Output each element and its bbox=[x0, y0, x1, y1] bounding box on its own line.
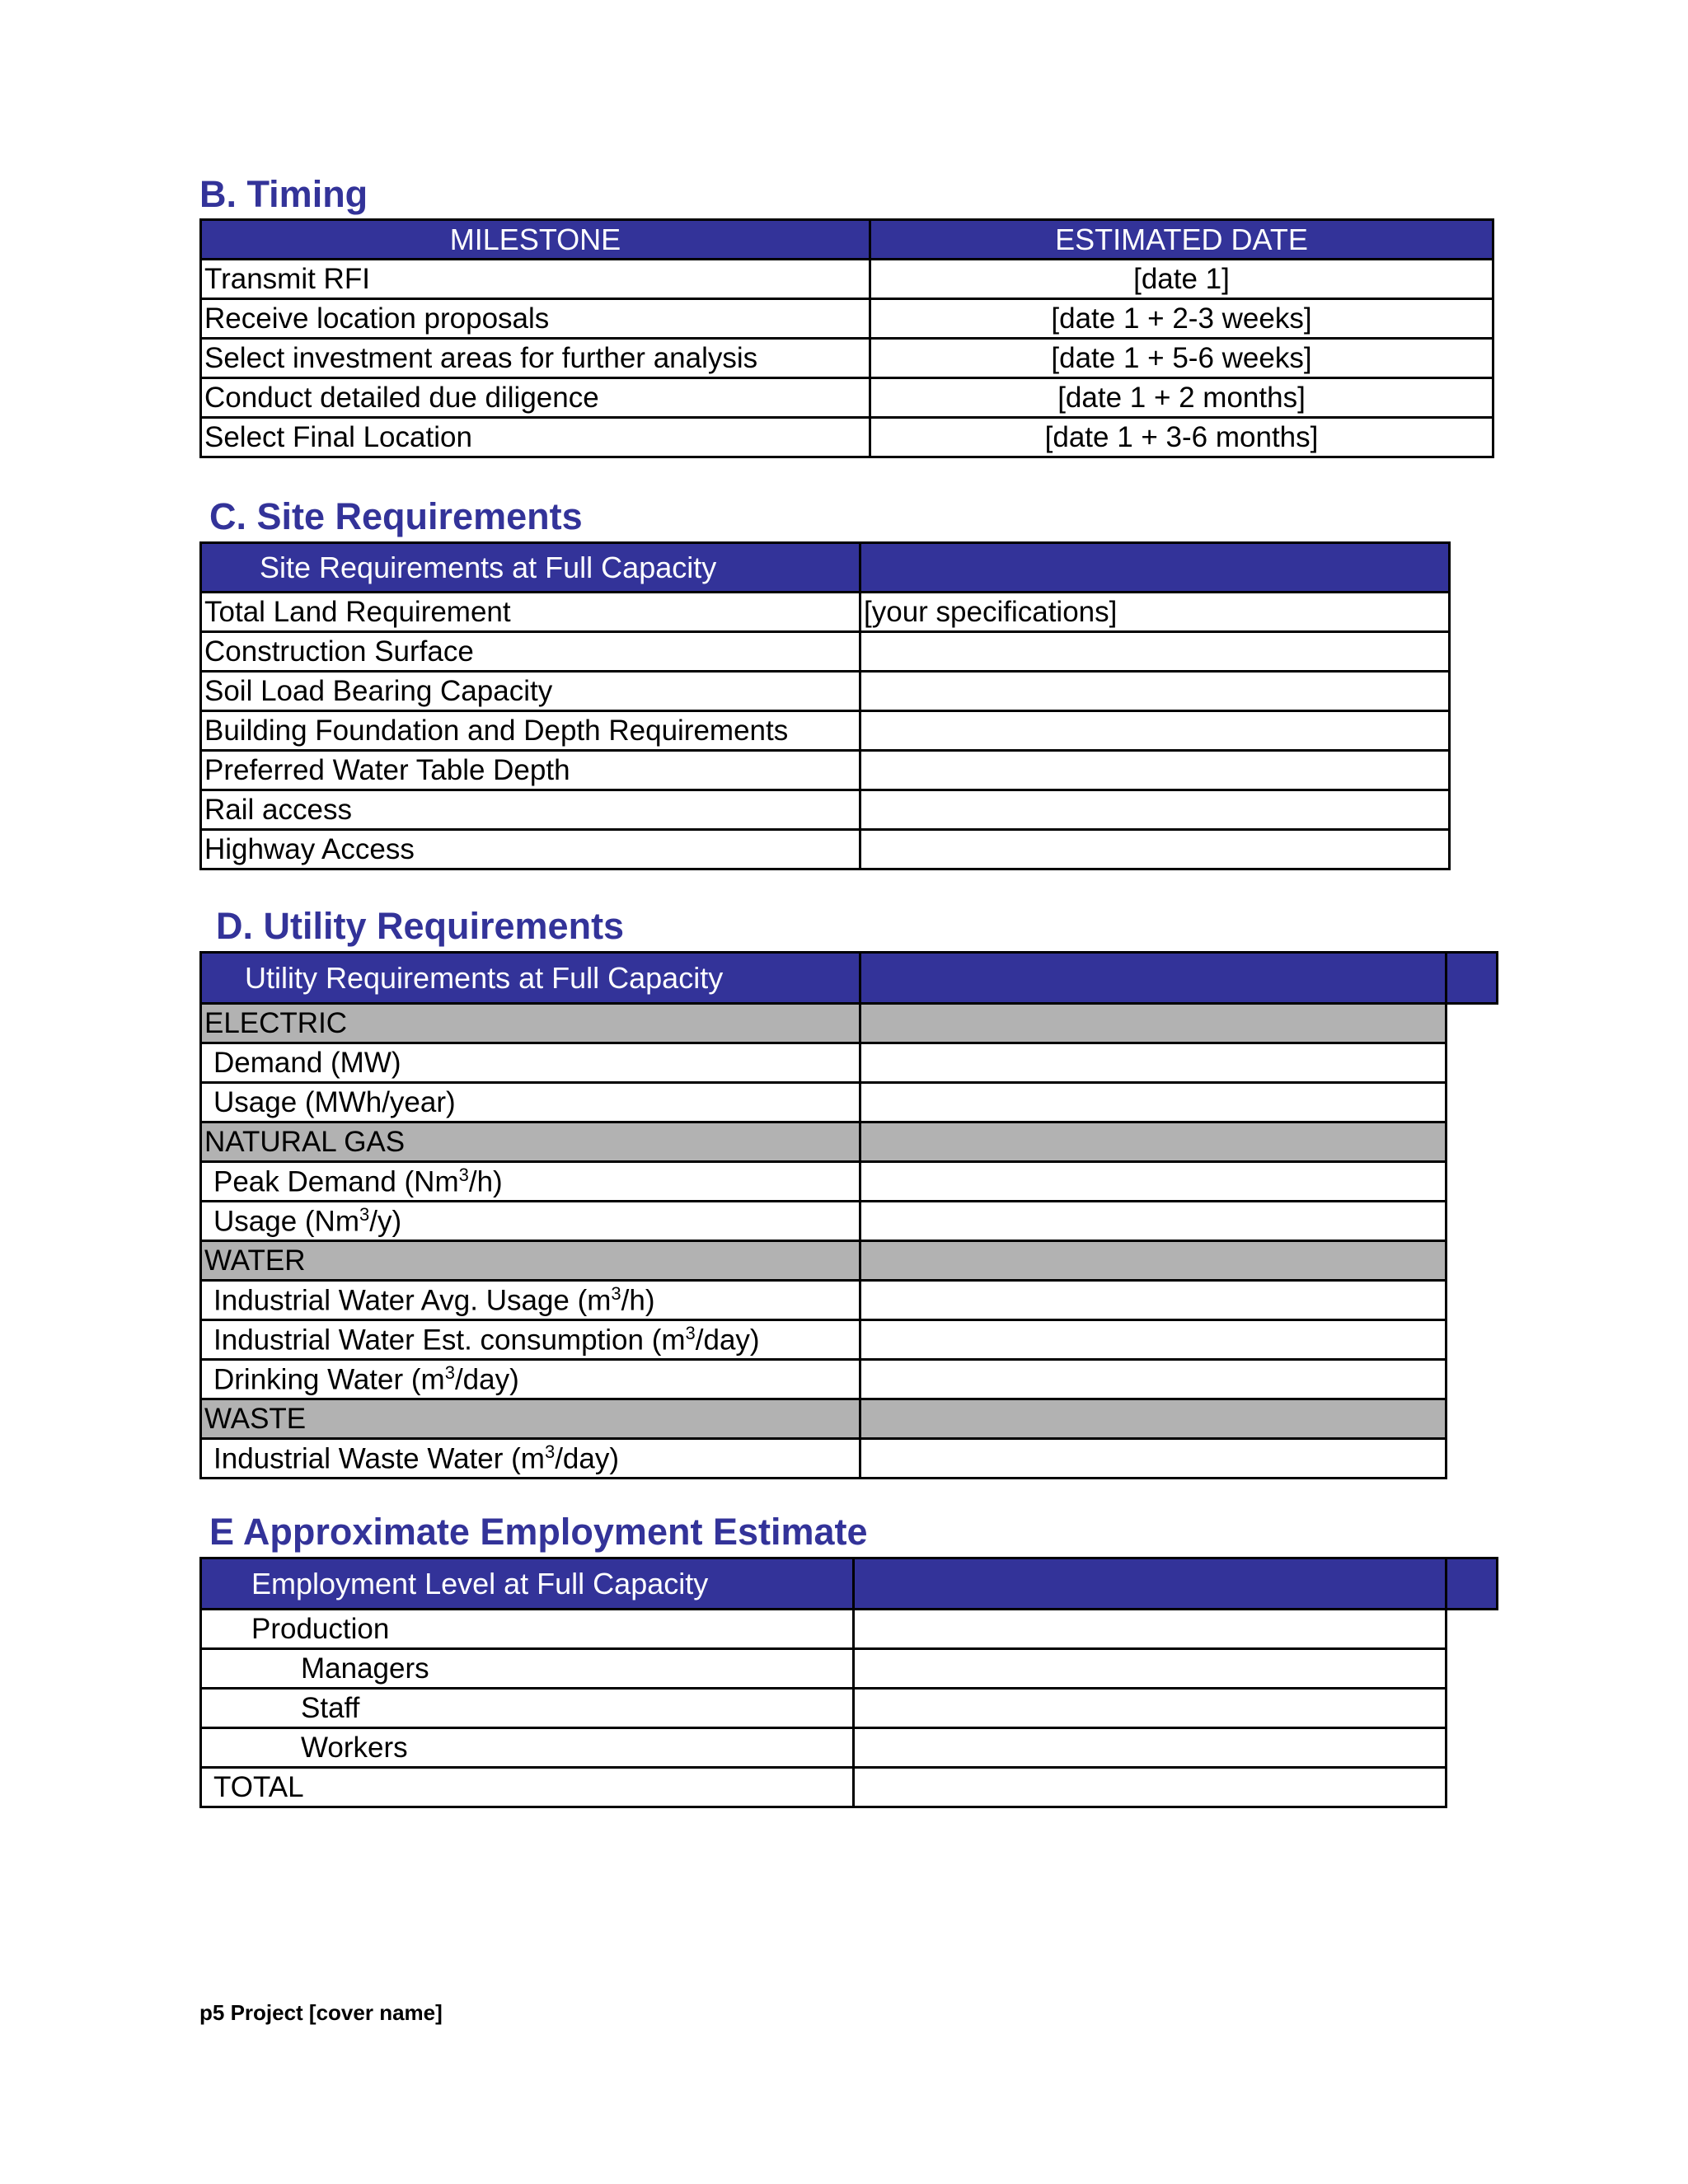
utility-label: Industrial Water Avg. Usage $(m^3/h)$ bbox=[201, 1281, 860, 1320]
date-cell: [date 1 + 2 months] bbox=[870, 378, 1493, 418]
category-value bbox=[860, 1241, 1447, 1281]
utility-label: Drinking Water $(m^3/day)$ bbox=[201, 1360, 860, 1399]
site-label: Highway Access bbox=[201, 830, 860, 869]
table-row bbox=[201, 1689, 1498, 1728]
milestone-header: MILESTONE bbox=[201, 220, 870, 260]
utility-header-extra bbox=[1447, 953, 1498, 1004]
employment-label: Staff bbox=[201, 1689, 854, 1728]
utility-label: Peak Demand (Nm$^3$/h) bbox=[201, 1162, 860, 1202]
site-label: Total Land Requirement bbox=[201, 593, 860, 632]
employment-value[interactable] bbox=[854, 1689, 1447, 1728]
timing-table bbox=[199, 218, 1494, 458]
category-label: WATER bbox=[201, 1241, 860, 1281]
site-header-empty bbox=[860, 543, 1450, 593]
utility-header-row bbox=[201, 953, 1498, 1004]
estimated-date-header: ESTIMATED DATE bbox=[870, 220, 1493, 260]
table-row bbox=[201, 672, 1450, 711]
table-row bbox=[201, 1162, 1498, 1202]
milestone-cell: Select investment areas for further analysis bbox=[201, 339, 870, 378]
date-cell: [date 1 + 2-3 weeks] bbox=[870, 299, 1493, 339]
category-row-waste bbox=[201, 1399, 1498, 1439]
milestone-cell: Transmit RFI bbox=[201, 260, 870, 299]
site-table bbox=[199, 541, 1451, 870]
category-label: NATURAL GAS bbox=[201, 1122, 860, 1162]
table-row bbox=[201, 1768, 1498, 1807]
site-title: C. Site Requirements bbox=[209, 495, 583, 537]
utility-label: Demand (MW) bbox=[201, 1043, 860, 1083]
table-row bbox=[201, 1649, 1498, 1689]
utility-value[interactable] bbox=[860, 1083, 1447, 1122]
utility-header-empty bbox=[860, 953, 1447, 1004]
employment-header-empty bbox=[854, 1558, 1447, 1610]
site-value[interactable] bbox=[860, 790, 1450, 830]
category-row-water bbox=[201, 1241, 1498, 1281]
table-row bbox=[201, 1360, 1498, 1399]
utility-label: Usage (Nm$^3$/y) bbox=[201, 1202, 860, 1241]
category-label: WASTE bbox=[201, 1399, 860, 1439]
table-row bbox=[201, 1083, 1498, 1122]
table-row bbox=[201, 299, 1493, 339]
date-cell: [date 1 + 5-6 weeks] bbox=[870, 339, 1493, 378]
milestone-cell: Select Final Location bbox=[201, 418, 870, 457]
utility-table bbox=[199, 951, 1498, 1479]
site-value[interactable]: [your specifications] bbox=[860, 593, 1450, 632]
utility-value[interactable] bbox=[860, 1043, 1447, 1083]
category-label: ELECTRIC bbox=[201, 1004, 860, 1043]
table-row bbox=[201, 1728, 1498, 1768]
table-row bbox=[201, 1043, 1498, 1083]
table-row bbox=[201, 1320, 1498, 1360]
table-row bbox=[201, 711, 1450, 751]
table-row bbox=[201, 418, 1493, 457]
table-row bbox=[201, 1439, 1498, 1479]
utility-label: Industrial Water Est. consumption $(m^3/day)$ bbox=[201, 1320, 860, 1360]
table-row bbox=[201, 790, 1450, 830]
employment-value[interactable] bbox=[854, 1728, 1447, 1768]
milestone-cell: Receive location proposals bbox=[201, 299, 870, 339]
employment-title: E Approximate Employment Estimate bbox=[209, 1511, 868, 1553]
site-header: Site Requirements at Full Capacity bbox=[201, 543, 860, 593]
date-cell: [date 1] bbox=[870, 260, 1493, 299]
employment-header-extra bbox=[1447, 1558, 1498, 1610]
table-row bbox=[201, 751, 1450, 790]
employment-header: Employment Level at Full Capacity bbox=[201, 1558, 854, 1610]
table-row bbox=[201, 1281, 1498, 1320]
employment-label: Production bbox=[201, 1610, 854, 1649]
table-row bbox=[201, 339, 1493, 378]
site-header-row bbox=[201, 543, 1450, 593]
utility-value[interactable] bbox=[860, 1162, 1447, 1202]
site-label: Soil Load Bearing Capacity bbox=[201, 672, 860, 711]
utility-value[interactable] bbox=[860, 1320, 1447, 1360]
utility-value[interactable] bbox=[860, 1439, 1447, 1479]
table-row bbox=[201, 378, 1493, 418]
milestone-cell: Conduct detailed due diligence bbox=[201, 378, 870, 418]
timing-header-row bbox=[201, 220, 1493, 260]
utility-value[interactable] bbox=[860, 1360, 1447, 1399]
category-value bbox=[860, 1399, 1447, 1439]
site-value[interactable] bbox=[860, 632, 1450, 672]
employment-value[interactable] bbox=[854, 1649, 1447, 1689]
utility-label: Industrial Waste Water $(m^3/day)$ bbox=[201, 1439, 860, 1479]
site-value[interactable] bbox=[860, 751, 1450, 790]
table-row bbox=[201, 632, 1450, 672]
employment-table bbox=[199, 1557, 1498, 1808]
table-row bbox=[201, 1202, 1498, 1241]
employment-label: TOTAL bbox=[201, 1768, 854, 1807]
site-value[interactable] bbox=[860, 672, 1450, 711]
category-value bbox=[860, 1004, 1447, 1043]
site-value[interactable] bbox=[860, 711, 1450, 751]
category-value bbox=[860, 1122, 1447, 1162]
table-row bbox=[201, 1610, 1498, 1649]
site-label: Preferred Water Table Depth bbox=[201, 751, 860, 790]
employment-value[interactable] bbox=[854, 1610, 1447, 1649]
site-value[interactable] bbox=[860, 830, 1450, 869]
employment-label: Workers bbox=[201, 1728, 854, 1768]
table-row bbox=[201, 830, 1450, 869]
utility-header: Utility Requirements at Full Capacity bbox=[201, 953, 860, 1004]
site-label: Rail access bbox=[201, 790, 860, 830]
table-row bbox=[201, 260, 1493, 299]
category-row-electric bbox=[201, 1004, 1498, 1043]
date-cell: [date 1 + 3-6 months] bbox=[870, 418, 1493, 457]
table-row bbox=[201, 593, 1450, 632]
timing-title: B. Timing bbox=[199, 173, 368, 215]
category-row-natural-gas bbox=[201, 1122, 1498, 1162]
employment-label: Managers bbox=[201, 1649, 854, 1689]
site-label: Building Foundation and Depth Requirements bbox=[201, 711, 860, 751]
utility-title: D. Utility Requirements bbox=[216, 905, 625, 947]
employment-value[interactable] bbox=[854, 1768, 1447, 1807]
utility-label: Usage (MWh/year) bbox=[201, 1083, 860, 1122]
utility-value[interactable] bbox=[860, 1202, 1447, 1241]
utility-value[interactable] bbox=[860, 1281, 1447, 1320]
page-footer: p5 Project [cover name] bbox=[199, 2000, 443, 2025]
site-label: Construction Surface bbox=[201, 632, 860, 672]
employment-header-row bbox=[201, 1558, 1498, 1610]
